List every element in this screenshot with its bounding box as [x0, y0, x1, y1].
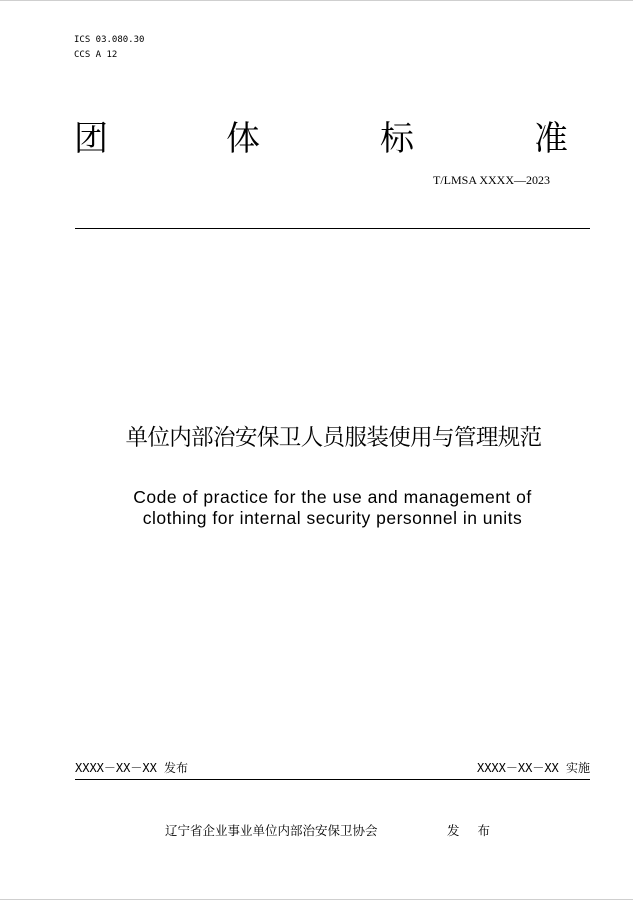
english-title: [0, 487, 633, 529]
top-divider: [75, 228, 590, 229]
english-title-line-2: clothing for internal security personnel in units: [142, 508, 523, 528]
standard-type-char-3: 标: [380, 119, 414, 159]
publish-date: XXXX－XX－XX 发布: [75, 761, 189, 775]
standard-type-char-4: 准: [534, 119, 568, 159]
standard-type-char-1: 团: [74, 119, 108, 159]
bottom-divider: [75, 779, 590, 780]
ccs-code: CCS A 12: [74, 50, 118, 60]
implement-date: XXXX－XX－XX 实施: [476, 761, 590, 775]
chinese-title: 单位内部治安保卫人员服装使用与管理规范: [125, 425, 542, 451]
ics-code: ICS 03.080.30: [74, 35, 145, 45]
issuing-organization: 辽宁省企业事业单位内部治安保卫协会: [165, 823, 378, 838]
standard-number: T/LMSA XXXX—2023: [432, 173, 550, 187]
standard-type-char-2: 体: [226, 119, 260, 159]
issue-label: 发 布: [447, 823, 497, 838]
standard-type-heading: [74, 117, 574, 161]
english-title-line-1: Code of practice for the use and management of: [133, 487, 532, 507]
